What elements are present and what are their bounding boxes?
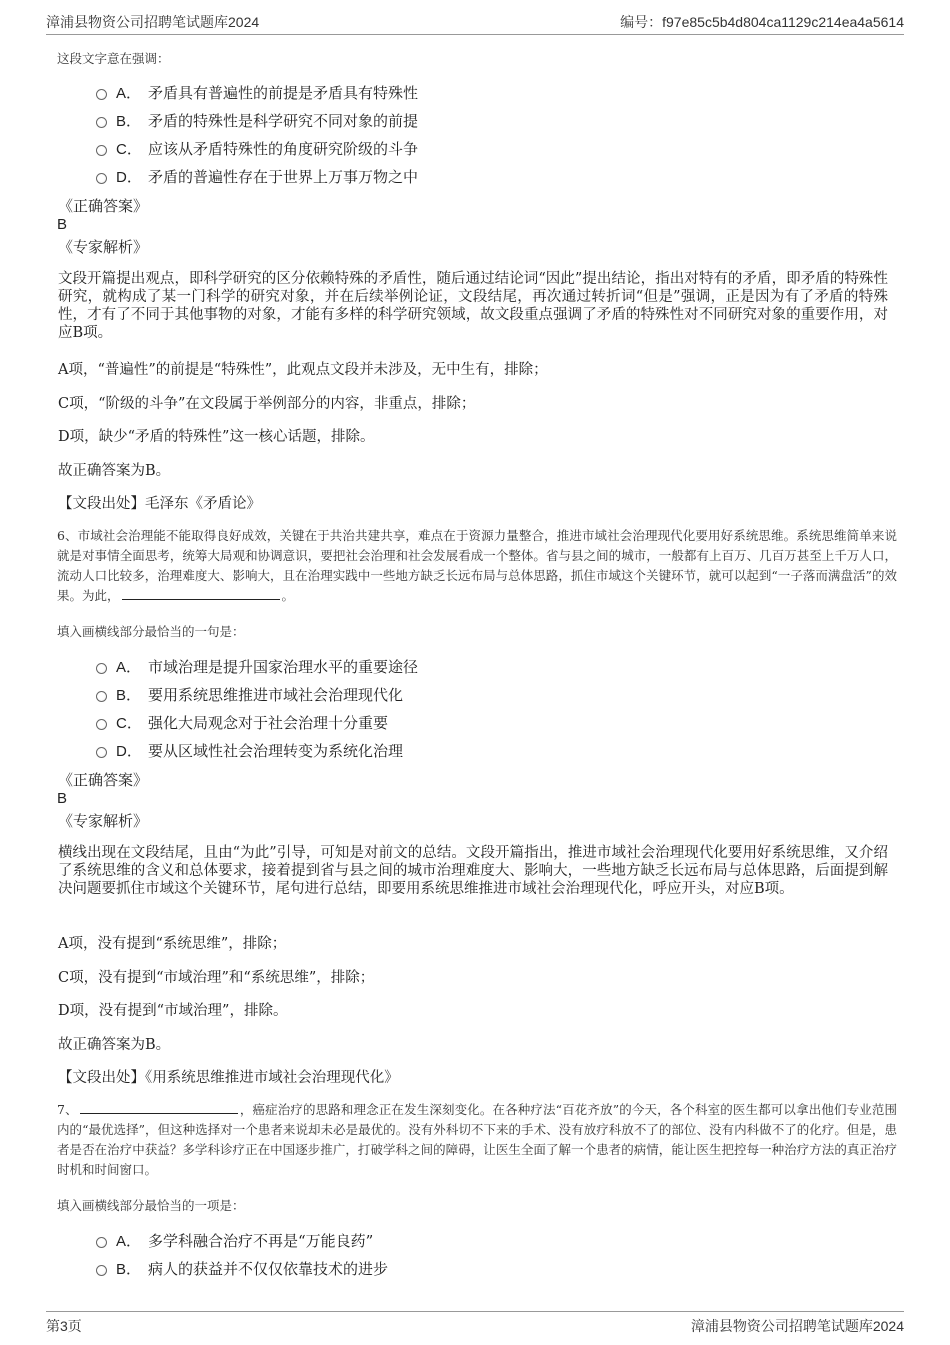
radio-icon[interactable] <box>96 747 107 758</box>
fill-blank[interactable] <box>122 587 280 600</box>
option-text: 强化大局观念对于社会治理十分重要 <box>148 714 389 732</box>
radio-icon[interactable] <box>96 173 107 184</box>
analysis-label: 《专家解析》 <box>58 238 149 256</box>
analysis-text: 文段开篇提出观点，即科学研究的区分依赖特殊的矛盾性，随后通过结论词“因此”提出结论，指出对特有的矛盾，即矛盾的特殊性研究，就构成了某一门科学的研究对象，并在后续举例论证，文段结尾，再次通过转折词“但是”强调，正是因为有了矛盾的特殊性，才有了不同于其他事物的对象，才能有多样的科学研究领域，故文段重点强调了矛盾的特殊性对不同研究对象的重要作用，对应B项。 <box>58 271 888 341</box>
answer-label: 《正确答案》 <box>58 197 149 215</box>
q5-prompt: 这段文字意在强调： <box>57 51 170 66</box>
option-text: 要用系统思维推进市域社会治理现代化 <box>148 686 404 704</box>
q6-option-c[interactable]: C． 强化大局观念对于社会治理十分重要 <box>96 712 388 733</box>
page-number: 第3页 <box>46 1318 82 1334</box>
q7-stem: 7、 ，癌症治疗的思路和理念正在发生深刻变化。在各种疗法“百花齐放”的今天，各个科室的医生都可以拿出他们专业范围内的“最优选择”，但这种选择对一个患者来说却未必是最优的。没有外科切不下来的手术、没有放疗科放不了的部位、没有内科做不了的化疗。但是，患者是否在治疗中获益？多学科诊疗正在中国逐步推广，打破学科之间的障碍，让医生全面了解一个患者的病情，能让医生把控每一种治疗方法的真正治疗时机和时间窗口。 <box>57 1102 897 1177</box>
analysis-text: 横线出现在文段结尾，且由“为此”引导，可知是对前文的总结。文段开篇指出，推进市域社会治理现代化要用好系统思维，又介绍了系统思维的含义和总体要求，接着提到省与县之间的城市治理难度大、影响大，一些地方缺乏长远布局与总体思路，后面提到解决问题要抓住市域这个关键环节，尾句进行总结，即要用系统思维推进市域社会治理现代化，呼应开头，对应B项。 <box>58 845 888 897</box>
radio-icon[interactable] <box>96 1265 107 1276</box>
q6-option-d[interactable]: D． 要从区域性社会治理转变为系统化治理 <box>96 740 403 761</box>
option-text: 病人的获益并不仅仅依靠技术的进步 <box>148 1260 389 1278</box>
header-title: 漳浦县物资公司招聘笔试题库2024 <box>46 14 260 30</box>
q5-option-c[interactable]: C． 应该从矛盾特殊性的角度研究阶级的斗争 <box>96 138 418 159</box>
answer-value: B <box>57 216 68 233</box>
analysis-note: D项，缺少“矛盾的特殊性”这一核心话题，排除。 <box>58 429 375 445</box>
option-text: 市域治理是提升国家治理水平的重要途径 <box>148 658 419 676</box>
option-text: 矛盾的普遍性存在于世界上万事万物之中 <box>148 168 419 186</box>
radio-icon[interactable] <box>96 117 107 128</box>
q6-option-a[interactable]: A． 市域治理是提升国家治理水平的重要途径 <box>96 656 418 677</box>
option-text: 多学科融合治疗不再是“万能良药” <box>148 1232 374 1250</box>
fill-blank[interactable] <box>80 1101 238 1114</box>
option-text: 矛盾具有普遍性的前提是矛盾具有特殊性 <box>148 84 419 102</box>
q5-option-a[interactable]: A． 矛盾具有普遍性的前提是矛盾具有特殊性 <box>96 82 418 103</box>
q5-option-b[interactable]: B． 矛盾的特殊性是科学研究不同对象的前提 <box>96 110 418 131</box>
document-code: 编号：f97e85c5b4d804ca1129c214ea4a5614 <box>620 14 904 30</box>
analysis-conclusion: 故正确答案为B。 <box>58 463 171 479</box>
source-citation: 【文段出处】毛泽东《矛盾论》 <box>58 496 261 512</box>
analysis-conclusion: 故正确答案为B。 <box>58 1037 171 1053</box>
q6-prompt: 填入画横线部分最恰当的一句是： <box>57 624 245 639</box>
radio-icon[interactable] <box>96 1237 107 1248</box>
option-text: 矛盾的特殊性是科学研究不同对象的前提 <box>148 112 419 130</box>
source-citation: 【文段出处】《用系统思维推进市域社会治理现代化》 <box>58 1070 399 1086</box>
radio-icon[interactable] <box>96 663 107 674</box>
q6-stem: 6、市域社会治理能不能取得良好成效，关键在于共治共建共享，难点在于资源力量整合，推进市域社会治理现代化要用好系统思维。系统思维简单来说就是对事情全面思考，统筹大局观和协调意识，要把社会治理和社会发展看成一个整体。省与县之间的城市，一般都有上百万、几百万甚至上千万人口，流动人口比较多，治理难度大、影响大，且在治理实践中一些地方缺乏长远布局与总体思路，抓住市域这个关键环节，就可以起到“一子落而满盘活”的效果。为此， 。 <box>57 528 897 603</box>
answer-label: 《正确答案》 <box>58 771 149 789</box>
analysis-label: 《专家解析》 <box>58 812 149 830</box>
radio-icon[interactable] <box>96 89 107 100</box>
q7-option-b[interactable]: B． 病人的获益并不仅仅依靠技术的进步 <box>96 1258 388 1279</box>
footer-title: 漳浦县物资公司招聘笔试题库2024 <box>690 1318 904 1334</box>
answer-value: B <box>57 790 68 807</box>
q6-option-b[interactable]: B． 要用系统思维推进市域社会治理现代化 <box>96 684 403 705</box>
page-footer <box>46 1311 904 1336</box>
q7-prompt: 填入画横线部分最恰当的一项是： <box>57 1198 245 1213</box>
analysis-note: C项，“阶级的斗争”在文段属于举例部分的内容，非重点，排除； <box>58 396 476 412</box>
analysis-note: C项，没有提到“市域治理”和“系统思维”，排除； <box>58 970 375 986</box>
radio-icon[interactable] <box>96 691 107 702</box>
radio-icon[interactable] <box>96 145 107 156</box>
page-header <box>46 12 904 35</box>
q5-option-d[interactable]: D． 矛盾的普遍性存在于世界上万事万物之中 <box>96 166 418 187</box>
option-text: 应该从矛盾特殊性的角度研究阶级的斗争 <box>148 140 419 158</box>
analysis-note: A项，没有提到“系统思维”，排除； <box>58 936 287 952</box>
radio-icon[interactable] <box>96 719 107 730</box>
analysis-note: D项，没有提到“市域治理”，排除。 <box>58 1003 288 1019</box>
analysis-note: A项，“普遍性”的前提是“特殊性”，此观点文段并未涉及，无中生有，排除； <box>58 362 548 378</box>
q7-option-a[interactable]: A． 多学科融合治疗不再是“万能良药” <box>96 1230 373 1251</box>
option-text: 要从区域性社会治理转变为系统化治理 <box>148 742 404 760</box>
